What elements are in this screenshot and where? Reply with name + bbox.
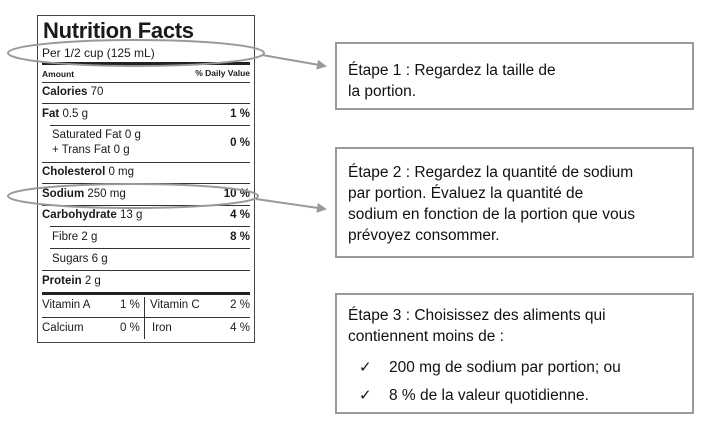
fat-dv: 1 % xyxy=(230,108,250,120)
calories-value: 70 xyxy=(90,86,104,98)
fat-label: Fat xyxy=(42,108,60,120)
sodium-dv: 10 % xyxy=(223,188,250,200)
cholesterol-value: 0 mg xyxy=(108,166,135,178)
dv-header: % Daily Value xyxy=(195,68,250,78)
satfat-line1: Saturated Fat 0 g xyxy=(52,129,141,141)
satfat-line2: + Trans Fat 0 g xyxy=(52,144,130,156)
check-icon: ✓ xyxy=(359,359,372,376)
satfat-dv: 0 % xyxy=(230,137,250,149)
step2-line1: Étape 2 : Regardez la quantité de sodium xyxy=(348,164,634,181)
arrow-to-step2 xyxy=(256,199,325,209)
iron-dv: 4 % xyxy=(230,322,250,334)
sugars-label: Sugars 6 g xyxy=(52,253,108,265)
protein-value: 2 g xyxy=(84,275,101,287)
serving-size: Per 1/2 cup (125 mL) xyxy=(42,46,155,60)
vitamin-c-dv: 2 % xyxy=(230,299,250,311)
fibre-label: Fibre 2 g xyxy=(52,231,98,243)
step2-line2: par portion. Évaluez la quantité de xyxy=(348,185,584,202)
calcium-label: Calcium xyxy=(42,322,84,334)
carb-value: 13 g xyxy=(119,209,143,221)
cholesterol-label: Cholesterol xyxy=(42,166,106,178)
carb-label: Carbohydrate xyxy=(42,209,117,221)
vitamin-a-dv: 1 % xyxy=(120,299,140,311)
vitamin-c-label: Vitamin C xyxy=(150,299,200,311)
step1-line1: Étape 1 : Regardez la taille de xyxy=(348,62,556,79)
step3-bullet1: 200 mg de sodium par portion; ou xyxy=(389,359,621,376)
step3-bullet2: 8 % de la valeur quotidienne. xyxy=(389,387,589,404)
sodium-label: Sodium xyxy=(42,188,85,200)
carb-dv: 4 % xyxy=(230,209,250,221)
step1-line2: la portion. xyxy=(348,83,417,100)
check-icon: ✓ xyxy=(359,387,372,404)
step2-line4: prévoyez consommer. xyxy=(348,227,500,244)
protein-label: Protein xyxy=(42,275,82,287)
calories-label: Calories xyxy=(42,86,88,98)
fibre-dv: 8 % xyxy=(230,231,250,243)
iron-label: Iron xyxy=(152,322,172,334)
step3-line2: contiennent moins de : xyxy=(348,328,504,345)
step3-line1: Étape 3 : Choisissez des aliments qui xyxy=(348,307,606,324)
vitamin-a-label: Vitamin A xyxy=(42,299,91,311)
step2-line3: sodium en fonction de la portion que vous xyxy=(348,206,635,223)
nutrition-facts-title: Nutrition Facts xyxy=(43,18,194,43)
arrow-to-step1 xyxy=(262,55,325,66)
amount-header: Amount xyxy=(42,69,75,79)
calcium-dv: 0 % xyxy=(120,322,140,334)
serving-highlight-ellipse xyxy=(8,40,264,66)
sodium-highlight-ellipse xyxy=(8,184,258,208)
fat-value: 0.5 g xyxy=(62,108,89,120)
sodium-value: 250 mg xyxy=(87,188,126,200)
